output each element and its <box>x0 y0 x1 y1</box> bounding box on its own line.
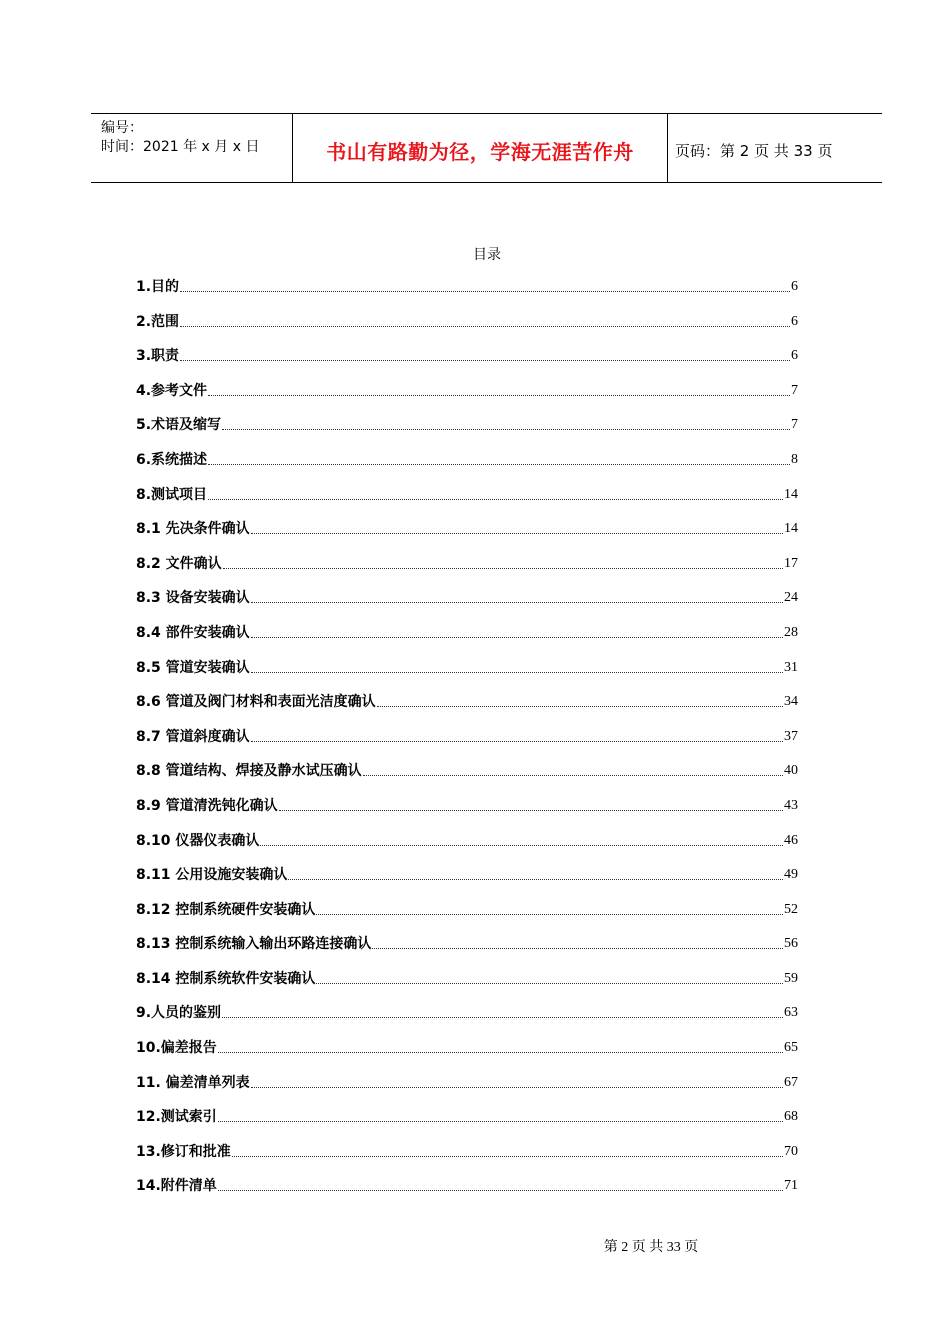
toc-entry-page: 6 <box>791 348 798 364</box>
toc-entry-label: 2.范围 <box>136 313 180 330</box>
toc-entry-label: 9.人员的鉴别 <box>136 1005 222 1022</box>
toc-entry-label: 13.修订和批准 <box>136 1143 231 1160</box>
header-page-code: 页码：第 2 页 共 33 页 <box>675 142 833 160</box>
toc-entry[interactable] <box>136 1142 798 1177</box>
toc-entry[interactable] <box>136 1176 798 1211</box>
table-of-contents <box>136 277 798 1211</box>
toc-dot-leader <box>251 727 783 742</box>
toc-entry[interactable] <box>136 381 798 416</box>
toc-entry-page: 14 <box>784 521 798 537</box>
toc-entry[interactable] <box>136 969 798 1004</box>
header-motto: 书山有路勤为径，学海无涯苦作舟 <box>326 140 634 164</box>
toc-entry-label: 8.1 先决条件确认 <box>136 521 250 538</box>
toc-dot-leader <box>208 485 783 500</box>
toc-entry-page: 8 <box>791 451 798 467</box>
document-header <box>91 113 882 183</box>
toc-entry-label: 8.11 公用设施安装确认 <box>136 867 288 884</box>
toc-dot-leader <box>251 623 783 638</box>
toc-entry-label: 8.9 管道清洗钝化确认 <box>136 797 278 814</box>
toc-dot-leader <box>251 1073 783 1088</box>
toc-entry[interactable] <box>136 900 798 935</box>
toc-dot-leader <box>208 450 790 465</box>
toc-entry[interactable] <box>136 761 798 796</box>
toc-entry[interactable] <box>136 450 798 485</box>
toc-entry[interactable] <box>136 485 798 520</box>
toc-entry[interactable] <box>136 415 798 450</box>
toc-entry[interactable] <box>136 692 798 727</box>
toc-dot-leader <box>363 761 783 776</box>
toc-entry-page: 52 <box>784 901 798 917</box>
toc-dot-leader <box>180 312 790 327</box>
toc-entry-label: 1.目的 <box>136 279 180 295</box>
toc-dot-leader <box>222 415 790 430</box>
toc-entry-page: 65 <box>784 1040 798 1056</box>
toc-entry-page: 46 <box>784 832 798 848</box>
toc-entry-page: 28 <box>784 624 798 640</box>
toc-entry[interactable] <box>136 796 798 831</box>
toc-entry[interactable] <box>136 1107 798 1142</box>
toc-entry[interactable] <box>136 1003 798 1038</box>
document-date: 时间：2021 年 x 月 x 日 <box>101 139 260 155</box>
toc-entry-label: 10.偏差报告 <box>136 1040 217 1057</box>
toc-entry-page: 24 <box>784 590 798 606</box>
toc-dot-leader <box>218 1107 783 1122</box>
toc-entry-page: 6 <box>791 279 798 294</box>
toc-entry-label: 14.附件清单 <box>136 1178 217 1195</box>
toc-entry-page: 7 <box>791 417 798 433</box>
toc-entry[interactable] <box>136 554 798 589</box>
toc-dot-leader <box>260 831 783 846</box>
toc-dot-leader <box>223 554 783 569</box>
toc-dot-leader <box>372 934 783 949</box>
toc-entry-page: 6 <box>791 313 798 329</box>
header-motto-cell <box>292 114 668 182</box>
toc-entry[interactable] <box>136 1073 798 1108</box>
toc-entry-page: 71 <box>784 1178 798 1194</box>
toc-entry-page: 31 <box>784 659 798 675</box>
toc-entry-page: 34 <box>784 694 798 710</box>
toc-entry-page: 37 <box>784 728 798 744</box>
toc-entry-page: 7 <box>791 382 798 398</box>
toc-entry[interactable] <box>136 727 798 762</box>
toc-entry-label: 8.14 控制系统软件安装确认 <box>136 970 316 987</box>
toc-entry-label: 8.13 控制系统输入输出环路连接确认 <box>136 936 372 953</box>
toc-dot-leader <box>316 969 783 984</box>
toc-entry-page: 43 <box>784 797 798 813</box>
toc-entry-page: 17 <box>784 555 798 571</box>
toc-entry[interactable] <box>136 588 798 623</box>
toc-entry-page: 63 <box>784 1005 798 1021</box>
toc-entry-label: 12.测试索引 <box>136 1109 217 1126</box>
toc-entry[interactable] <box>136 519 798 554</box>
toc-entry-page: 68 <box>784 1109 798 1125</box>
toc-entry-label: 4.参考文件 <box>136 382 208 399</box>
toc-entry[interactable] <box>136 658 798 693</box>
toc-entry-label: 8.12 控制系统硬件安装确认 <box>136 901 316 918</box>
document-number-label: 编号： <box>101 120 143 136</box>
toc-entry[interactable] <box>136 277 798 312</box>
toc-entry-label: 11. 偏差清单列表 <box>136 1074 250 1091</box>
toc-entry-page: 70 <box>784 1143 798 1159</box>
toc-dot-leader <box>288 865 783 880</box>
toc-entry-page: 14 <box>784 486 798 502</box>
toc-entry[interactable] <box>136 934 798 969</box>
toc-entry-page: 67 <box>784 1074 798 1090</box>
toc-entry-label: 8.8 管道结构、焊接及静水试压确认 <box>136 763 362 780</box>
toc-entry-label: 8.5 管道安装确认 <box>136 659 250 676</box>
toc-dot-leader <box>251 588 783 603</box>
toc-entry-label: 8.3 设备安装确认 <box>136 590 250 607</box>
header-meta-cell <box>91 114 292 182</box>
toc-dot-leader <box>208 381 790 396</box>
toc-entry[interactable] <box>136 831 798 866</box>
toc-dot-leader <box>279 796 783 811</box>
toc-entry-label: 8.2 文件确认 <box>136 555 222 572</box>
toc-entry-label: 8.4 部件安装确认 <box>136 624 250 641</box>
toc-dot-leader <box>222 1003 783 1018</box>
toc-dot-leader <box>180 277 790 292</box>
toc-entry-page: 56 <box>784 936 798 952</box>
toc-entry[interactable] <box>136 623 798 658</box>
toc-entry-label: 8.测试项目 <box>136 486 208 503</box>
toc-dot-leader <box>232 1142 783 1157</box>
toc-entry-page: 49 <box>784 867 798 883</box>
page-footer: 第 2 页 共 33 页 <box>603 1240 699 1255</box>
toc-entry[interactable] <box>136 865 798 900</box>
toc-dot-leader <box>251 519 783 534</box>
toc-entry-page: 59 <box>784 970 798 986</box>
toc-entry[interactable] <box>136 1038 798 1073</box>
toc-entry-label: 8.6 管道及阀门材料和表面光洁度确认 <box>136 694 376 711</box>
toc-entry-label: 5.术语及缩写 <box>136 417 222 434</box>
toc-title: 目录 <box>473 247 501 263</box>
toc-entry-page: 40 <box>784 763 798 779</box>
toc-dot-leader <box>218 1038 783 1053</box>
toc-entry[interactable] <box>136 346 798 381</box>
toc-entry-label: 8.10 仪器仪表确认 <box>136 832 260 849</box>
toc-dot-leader <box>316 900 783 915</box>
toc-dot-leader <box>377 692 783 707</box>
toc-entry-label: 6.系统描述 <box>136 451 208 468</box>
header-page-cell <box>667 114 882 182</box>
toc-entry[interactable] <box>136 312 798 347</box>
toc-entry-label: 8.7 管道斜度确认 <box>136 728 250 745</box>
toc-dot-leader <box>251 658 783 673</box>
toc-entry-label: 3.职责 <box>136 348 180 365</box>
toc-dot-leader <box>180 346 790 361</box>
toc-dot-leader <box>218 1176 783 1191</box>
